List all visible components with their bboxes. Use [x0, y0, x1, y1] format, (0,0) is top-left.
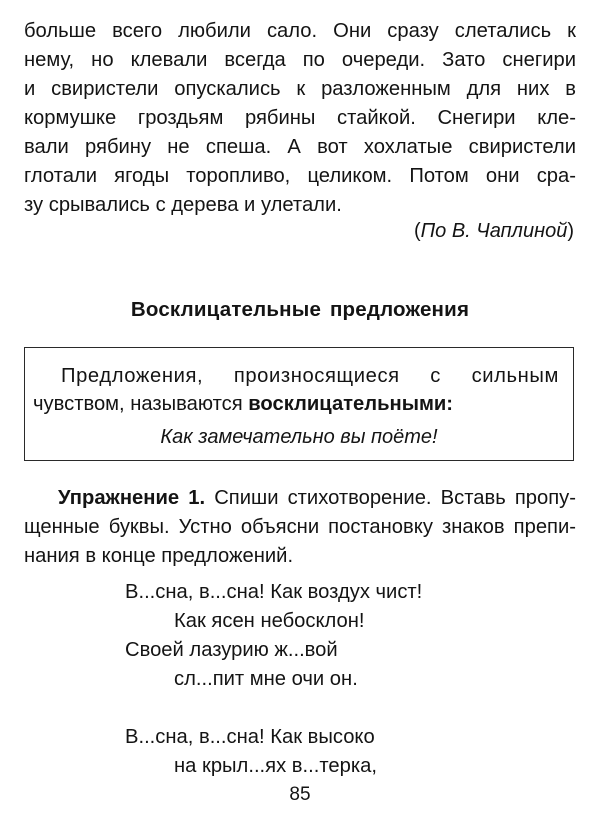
page-number: 85: [289, 784, 311, 805]
attribution-close-paren: ): [567, 220, 574, 242]
poem-line: сл...пит мне очи он.: [174, 668, 358, 690]
rule-definition-box: [24, 347, 574, 461]
rule-term: восклицательными:: [248, 393, 454, 415]
poem-line: Как ясен небосклон!: [174, 610, 365, 632]
story-line: больше всего любили сало. Они сразу слетались к: [24, 20, 576, 42]
exercise-line: щенные буквы. Устно объясни постановку знаков препи-: [24, 516, 576, 538]
story-line: и свиристели опускались к разложенным для них в: [24, 78, 576, 100]
poem-line: В...сна, в...сна! Как воздух чист!: [125, 581, 423, 603]
rule-text: [25, 362, 559, 418]
story-paragraph: [24, 17, 576, 220]
exercise-instructions: [24, 484, 576, 571]
story-line: зу срывались с дерева и улетали.: [24, 194, 342, 216]
story-line: глотали ягоды торопливо, целиком. Потом они сра-: [24, 165, 576, 187]
stanza-gap: [125, 694, 422, 723]
story-attribution: [414, 218, 574, 244]
exercise-label: Упражнение 1.: [58, 487, 206, 509]
poem: [125, 578, 422, 781]
rule-line: [25, 390, 559, 418]
exercise-line: [24, 484, 576, 513]
rule-line-text: чувством, называются: [33, 393, 249, 415]
story-line: кормушке гроздьям рябины стайкой. Снегири кле-: [24, 107, 576, 129]
poem-line: на крыл...ях в...терка,: [174, 755, 377, 777]
story-line: вали рябину не спеша. А вот хохлатые свиристели: [24, 136, 576, 158]
story-line: нему, но клевали всегда по очереди. Зато снегири: [24, 49, 576, 71]
rule-example: Как замечательно вы поёте!: [160, 426, 438, 448]
section-heading: Восклицательные предложения: [130, 298, 470, 321]
poem-line: В...сна, в...сна! Как высоко: [125, 726, 375, 748]
attribution-open-paren: (: [414, 220, 421, 242]
poem-line: Своей лазурию ж...вой: [125, 639, 338, 661]
attribution-author: По В. Чаплиной: [420, 220, 568, 242]
exercise-line: нания в конце предложений.: [24, 545, 294, 567]
exercise-text: Спиши стихотворение. Вставь пропу-: [205, 487, 576, 509]
rule-line: Предложения, произносящиеся с сильным: [61, 365, 559, 387]
